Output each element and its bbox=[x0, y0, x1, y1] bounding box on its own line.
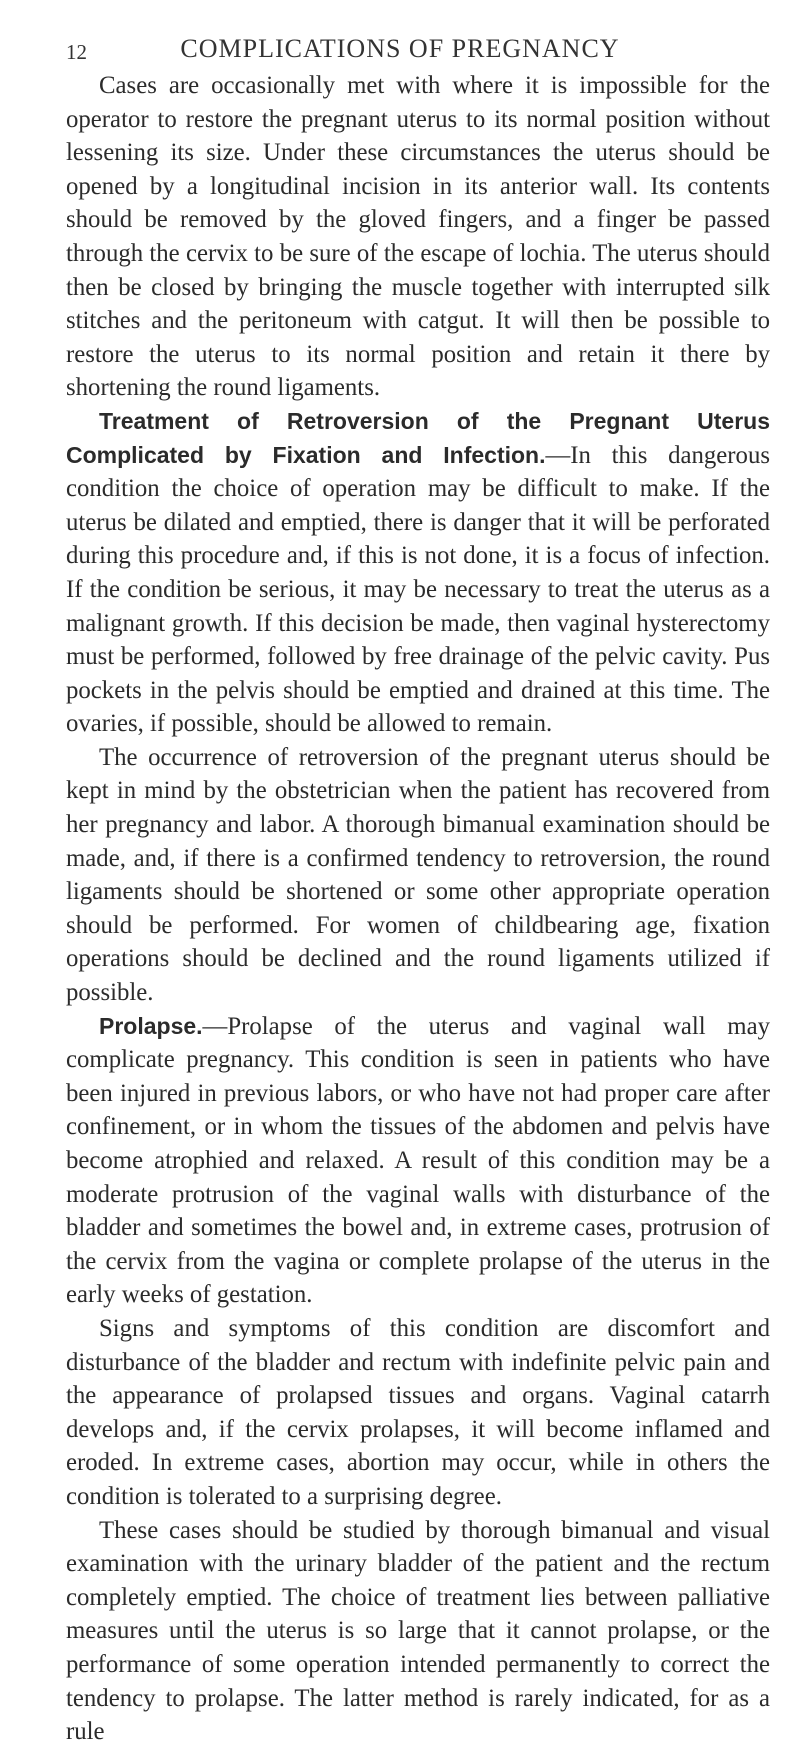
section-heading: Prolapse. bbox=[99, 1012, 203, 1039]
paragraph bbox=[66, 405, 770, 741]
paragraph bbox=[66, 741, 770, 1010]
paragraph-text: Signs and symptoms of this condition are discomfort and disturbance of the bladder and rectum with indefinite pelvic pain and the appearance of prolapsed tissues and organs. Vaginal catarrh develops and, if the cervix prolapses, it will become inflamed and eroded. In extreme cases, abortion may occur, while in others the condition is tolerated to a surprising degree. bbox=[66, 1314, 770, 1510]
section-heading: Treatment of Retroversion of the Pregnant Uterus Complicated by Fixation and Infection. bbox=[66, 407, 770, 468]
body-text bbox=[66, 69, 770, 1749]
paragraph-text: Cases are occasionally met with where it is impossible for the operator to restore the pregnant uterus to its normal position without lessening its size. Under these circumstances the uterus should be opened by a longitudinal incision in its anterior wall. Its contents should be removed by the gloved fingers, and a finger be passed through the cervix to be sure of the escape of lochia. The uterus should then be closed by bringing the muscle together with interrupted silk stitches and the peritoneum with catgut. It will then be possible to restore the uterus to its normal position and retain it there by shortening the round ligaments. bbox=[66, 72, 770, 402]
paragraph bbox=[66, 1514, 770, 1749]
paragraph-text: These cases should be studied by thorough bimanual and visual examination with the urinary bladder of the patient and the rectum completely emptied. The choice of treatment lies between palliative measures until the uterus is so large that it cannot prolapse, or the performance of some operation intended permanently to correct the tendency to prolapse. The latter method is rarely indicated, for as a rule bbox=[66, 1516, 770, 1746]
paragraph-text: —In this dangerous condition the choice of operation may be difficult to make. If the uterus be dilated and emptied, there is danger that it will be perforated during this procedure and, if this is not done, it is a focus of infection. If the condition be serious, it may be necessary to treat the uterus as a malignant growth. If this decision be made, then vaginal hysterectomy must be performed, followed by free drainage of the pelvic cavity. Pus pockets in the pelvis should be emptied and drained at this time. The ovaries, if possible, should be allowed to remain. bbox=[66, 441, 770, 738]
running-head: COMPLICATIONS OF PREGNANCY bbox=[180, 34, 620, 63]
paragraph bbox=[66, 69, 770, 405]
page-header bbox=[0, 14, 800, 74]
paragraph-text: —Prolapse of the uterus and vaginal wall may complicate pregnancy. This condition is seen in patients who have been injured in previous labors, or who have not had proper care after confinement, or in whom the tissues of the abdomen and pelvis have become atrophied and relaxed. A result of this condition may be a moderate protrusion of the vaginal walls with disturbance of the bladder and sometimes the bowel and, in extreme cases, protrusion of the cervix from the vagina or complete prolapse of the uterus in the early weeks of gestation. bbox=[66, 1012, 770, 1309]
paragraph-text: The occurrence of retroversion of the pregnant uterus should be kept in mind by the obstetrician when the patient has recovered from her pregnancy and labor. A thorough bimanual examination should be made, and, if there is a confirmed tendency to retroversion, the round ligaments should be shortened or some other appropriate operation should be performed. For women of childbearing age, fixation operations should be declined and the round ligaments utilized if possible. bbox=[66, 743, 770, 1007]
page-number: 12 bbox=[66, 40, 87, 64]
paragraph bbox=[66, 1010, 770, 1312]
paragraph bbox=[66, 1312, 770, 1514]
